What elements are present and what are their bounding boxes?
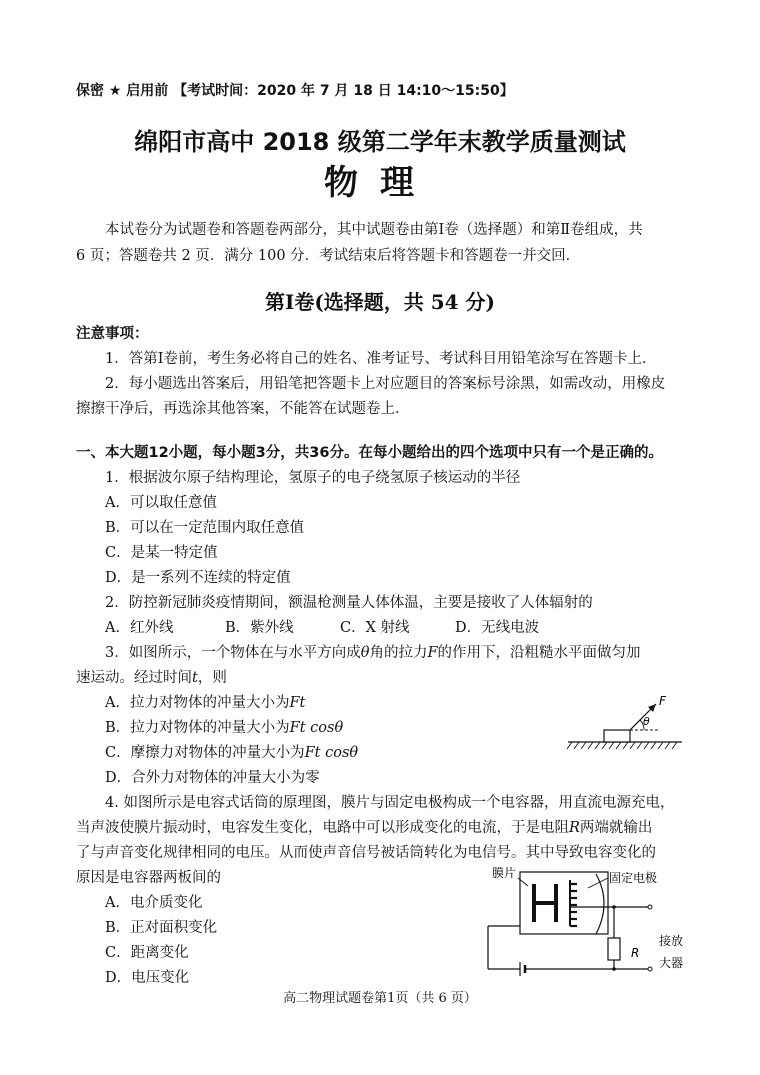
question-4-option-a: A．电介质变化	[105, 895, 203, 911]
question-2-stem: 2．防控新冠肺炎疫情期间，额温枪测量人体体温，主要是接收了人体辐射的	[105, 595, 593, 611]
question-4-line-3: 了与声音变化规律相同的电压。从而使声音信号被话筒转化为电信号。其中导致电容变化的	[76, 845, 656, 861]
force-label: F	[659, 694, 666, 708]
question-4-line-1: 4. 如图所示是电容式话筒的原理图，膜片与固定电极构成一个电容器，用直流电源充电，	[105, 795, 675, 811]
amplifier-label-1: 接放	[659, 934, 684, 948]
question-4-line-4: 原因是电容器两板间的	[76, 870, 221, 886]
question-3-option-b: B．拉力对物体的冲量大小为Ft cosθ	[105, 720, 344, 736]
exam-title: 绵阳市高中 2018 级第二学年末教学质量测试	[134, 128, 626, 156]
amplifier-label-2: 大器	[659, 956, 684, 970]
intro-line-2: 6 页；答题卷共 2 页．满分 100 分．考试结束后将答题卡和答题卷一并交回．	[76, 248, 581, 264]
question-2-option-a: A．红外线	[105, 620, 174, 636]
question-4-option-b: B．正对面积变化	[105, 920, 218, 936]
part-one-heading: 一、本大题12小题，每小题3分，共36分。在每小题给出的四个选项中只有一个是正确的。	[76, 445, 663, 461]
question-1-option-a: A．可以取任意值	[105, 495, 217, 511]
page-footer: 高二物理试题卷第1页（共 6 页）	[283, 991, 477, 1006]
notes-item-1: 1．答第Ⅰ卷前，考生务必将自己的姓名、准考证号、考试科目用铅笔涂写在答题卡上．	[105, 351, 657, 367]
question-1-option-b: B．可以在一定范围内取任意值	[105, 520, 305, 536]
question-1-option-d: D．是一系列不连续的特定值	[105, 570, 291, 586]
exam-header: 保密 ★ 启用前 【考试时间：2020 年 7 月 18 日 14:10～15:50】	[76, 83, 514, 99]
question-1-stem: 1．根据波尔原子结构理论，氢原子的电子绕氢原子核运动的半径	[105, 470, 521, 486]
angle-label: θ	[643, 715, 650, 728]
question-3-stem: 3．如图所示，一个物体在与水平方向成θ角的拉力F的作用下，沿粗糙水平面做匀加	[105, 645, 641, 661]
resistor-label: R	[631, 946, 640, 960]
question-1-option-c: C．是某一特定值	[105, 545, 218, 561]
question-2-option-d: D．无线电波	[455, 620, 540, 636]
subject-title: 物理	[324, 163, 436, 203]
block-shape	[604, 730, 630, 742]
question-2-option-b: B．紫外线	[225, 620, 294, 636]
electrode-label: 固定电极	[609, 871, 658, 885]
intro-line-1: 本试卷分为试题卷和答题卷两部分，其中试题卷由第Ⅰ卷（选择题）和第Ⅱ卷组成，共	[105, 222, 643, 238]
question-3-stem-line-2: 速运动。经过时间t，则	[76, 670, 227, 686]
pulling-force-figure	[560, 692, 690, 757]
question-3-option-d: D．合外力对物体的冲量大小为零	[105, 770, 320, 786]
question-2-option-c: C．X 射线	[340, 620, 410, 636]
microphone-circuit-diagram	[484, 862, 694, 980]
resistor-shape	[608, 938, 620, 960]
question-3-option-c: C．摩擦力对物体的冲量大小为Ft cosθ	[105, 745, 359, 761]
section-title: 第Ⅰ卷(选择题，共 54 分)	[264, 290, 496, 314]
question-4-line-2: 当声波使膜片振动时，电容发生变化，电路中可以形成变化的电流，于是电阻R两端就输出	[76, 820, 653, 836]
notes-item-2-line-2: 擦擦干净后，再选涂其他答案，不能答在试题卷上．	[76, 401, 410, 417]
question-4-option-d: D．电压变化	[105, 970, 190, 986]
notes-heading: 注意事项：	[76, 326, 149, 342]
question-3-option-a: A．拉力对物体的冲量大小为Ft	[105, 695, 306, 711]
membrane-label: 膜片	[492, 866, 517, 880]
question-4-option-c: C．距离变化	[105, 945, 189, 961]
notes-item-2-line-1: 2．每小题选出答案后，用铅笔把答题卡上对应题目的答案标号涂黑，如需改动，用橡皮	[105, 376, 666, 392]
